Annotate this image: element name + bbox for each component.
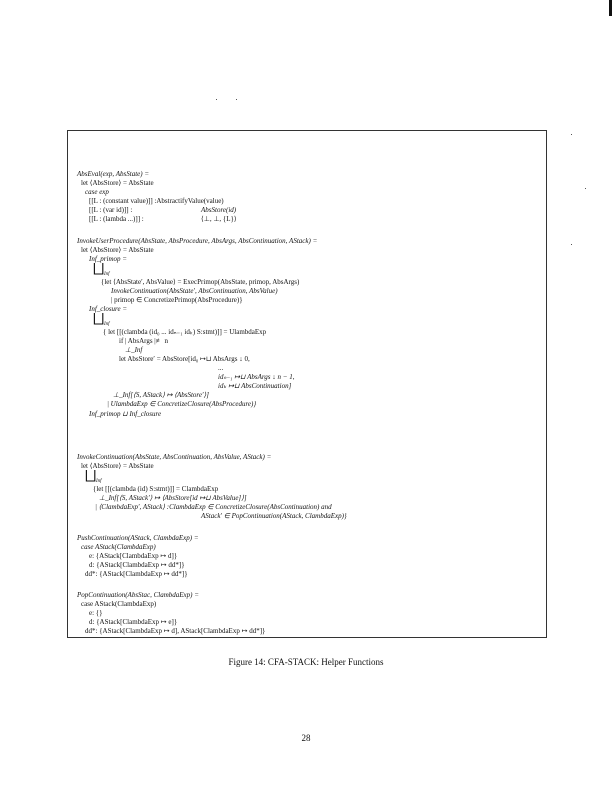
code-line: PopContinuation(AbsStac, ClambdaExp) = (77, 591, 199, 599)
code-line: if | AbsArgs |≢ n (119, 337, 168, 345)
code-line: [[L : (lambda ...)]] : (89, 215, 144, 223)
code-line: ⊥_Inf (125, 346, 143, 354)
code-line: ... (218, 364, 224, 372)
code-line: AStack′ ∈ PopContinuation(AStack, ClambdaExp)} (201, 512, 347, 520)
code-line: Inf (104, 272, 110, 277)
speck (216, 99, 217, 100)
code-line: InvokeContinuation(AbsState′, AbsContinuation, AbsValue) (111, 287, 278, 295)
code-line: dd*: {AStack[ClambdaExp ↦ d], AStack[ClambdaExp ↦ dd*]} (85, 627, 266, 635)
code-line: | primop ∈ ConcretizePrimop(AbsProcedure)} (111, 296, 243, 304)
page-number: 28 (301, 733, 311, 743)
code-line: ⟨⊥, ⊥, {L}⟩ (201, 215, 237, 223)
speck (236, 99, 237, 100)
code-line: case AStack(ClambdaExp) (81, 600, 157, 608)
speck (571, 134, 572, 135)
speck (571, 244, 572, 245)
code-line: let ⟨AbsStore⟩ = AbsState (81, 462, 154, 470)
code-line: Inf_primop = (89, 255, 127, 263)
code-line: [[L : (var id)]] : (89, 206, 133, 214)
code-line: case AStack(ClambdaExp) (81, 543, 156, 551)
code-line: | UlambdaExp ∈ ConcretizeClosure(AbsProcedure)} (107, 400, 257, 408)
code-line: { let [[(clambda (id₀ ... idₙ₋₁ idₖ) S:stmt)]] = UlambdaExp (103, 328, 267, 336)
code-line: case exp (85, 188, 109, 196)
figure-caption: Figure 14: CFA-STACK: Helper Functions (228, 657, 384, 667)
join-symbol: ⨆ (93, 261, 105, 277)
code-line: Inf_closure = (89, 305, 128, 313)
code-line: ⊥_Inf[⟨S, AStack⟩ ↦ ⟨AbsStore′⟩] (113, 391, 209, 399)
figure-box (67, 130, 547, 638)
join-symbol: ⨆ (85, 468, 97, 484)
code-line: InvokeUserProcedure(AbsState, AbsProcedure, AbsArgs, AbsContinuation, AStack) = (77, 237, 318, 245)
code-line: ⊥_Inf[⟨S, AStack′⟩ ↦ ⟨AbsStore[id ↦⊔ AbsValue]⟩] (99, 494, 247, 502)
code-line: e: {} (89, 609, 103, 617)
code-line: [[L : (constant value)]] :AbstractifyValue(value) (89, 197, 224, 205)
code-line: Inf_primop ⊔ Inf_closure (89, 410, 162, 418)
code-line: dd*: {AStack[ClambdaExp ↦ dd*]} (85, 570, 188, 578)
code-line: let AbsStore′ = AbsStore[id₀ ↦⊔ AbsArgs ↓ 0, (119, 355, 250, 363)
code-line: {let [[(clambda (id) S:stmt)]] = ClambdaExp (93, 485, 219, 493)
code-line: AbsEval(exp, AbsState) = (77, 170, 150, 178)
code-line: idₖ ↦⊔ AbsContinuation] (218, 382, 292, 390)
speck (585, 188, 586, 189)
code-line: PushContinuation(AStack, ClambdaExp) = (77, 534, 199, 542)
join-symbol: ⨆ (93, 311, 105, 327)
code-line: Inf (96, 479, 102, 484)
code-line: Inf (104, 322, 110, 327)
code-line: d: {AStack[ClambdaExp ↦ e]} (89, 618, 178, 626)
code-line: let ⟨AbsStore⟩ = AbsState (81, 246, 154, 254)
code-line: d: {AStack[ClambdaExp ↦ dd*]} (89, 561, 185, 569)
code-line: | ⟨ClambdaExp′, AStack⟩ :ClambdaExp ∈ ConcretizeClosure(AbsContinuation) and (95, 503, 332, 511)
code-line: let ⟨AbsStore⟩ = AbsState (81, 179, 154, 187)
code-line: e: {AStack[ClambdaExp ↦ d]} (89, 552, 178, 560)
code-line: idₙ₋₁ ↦⊔ AbsArgs ↓ n − 1, (218, 373, 295, 381)
code-line: {let ⟨AbsState′, AbsValue⟩ = ExecPrimop(AbsState, primop, AbsArgs) (101, 278, 300, 286)
code-line: InvokeContinuation(AbsState, AbsContinuation, AbsValue, AStack) = (77, 453, 272, 461)
code-line: AbsStore(id) (201, 206, 237, 214)
